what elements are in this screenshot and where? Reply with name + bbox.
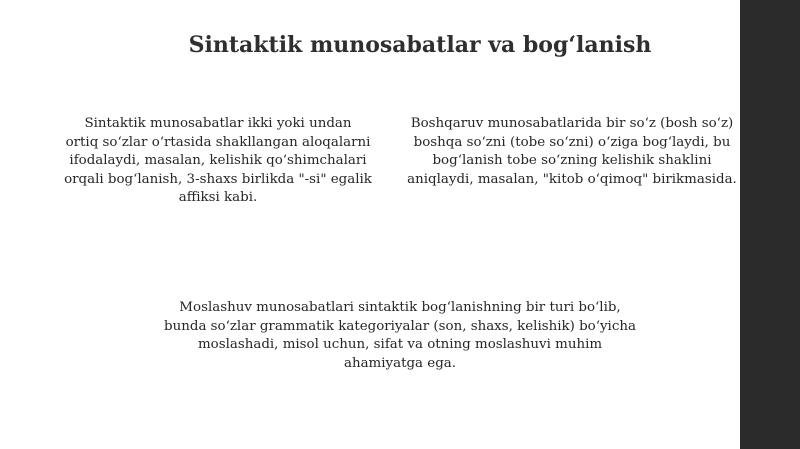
text-line: moslashadi, misol uchun, sifat va otning moslashuvi muhim <box>197 337 603 352</box>
slide-title: Sintaktik munosabatlar va bog‘lanish <box>188 32 652 58</box>
text-line: Sintaktik munosabatlar ikki yoki undan <box>84 116 352 131</box>
text-line: ifodalaydi, masalan, kelishik qo‘shimchalari <box>69 153 367 168</box>
text-line: orqali bog‘lanish, 3-shaxs birlikda "-si" egalik <box>64 171 372 187</box>
text-line: bunda so‘zlar grammatik kategoriyalar (son, shaxs, kelishik) bo‘yicha <box>164 318 636 334</box>
text-line: Moslashuv munosabatlari sintaktik bog‘lanishning bir turi bo‘lib, <box>179 300 621 315</box>
text-line: affiksi kabi. <box>178 190 258 205</box>
left-paragraph <box>48 115 388 208</box>
text-line: ortiq so‘zlar o‘rtasida shakllangan aloqalarni <box>65 134 371 150</box>
text-line: ahamiyatga ega. <box>343 355 457 371</box>
text-line: Boshqaruv munosabatlarida bir so‘z (bosh so‘z) <box>410 116 734 131</box>
bottom-paragraph <box>150 299 650 373</box>
text-line: bog‘lanish tobe so‘zning kelishik shaklini <box>432 153 712 168</box>
right-paragraph <box>396 115 748 189</box>
text-line: boshqa so‘zni (tobe so‘zni) o‘ziga bog‘laydi, bu <box>413 134 731 150</box>
dark-side-panel <box>740 0 800 449</box>
text-line: aniqlaydi, masalan, "kitob o‘qimoq" birikmasida. <box>407 171 737 187</box>
